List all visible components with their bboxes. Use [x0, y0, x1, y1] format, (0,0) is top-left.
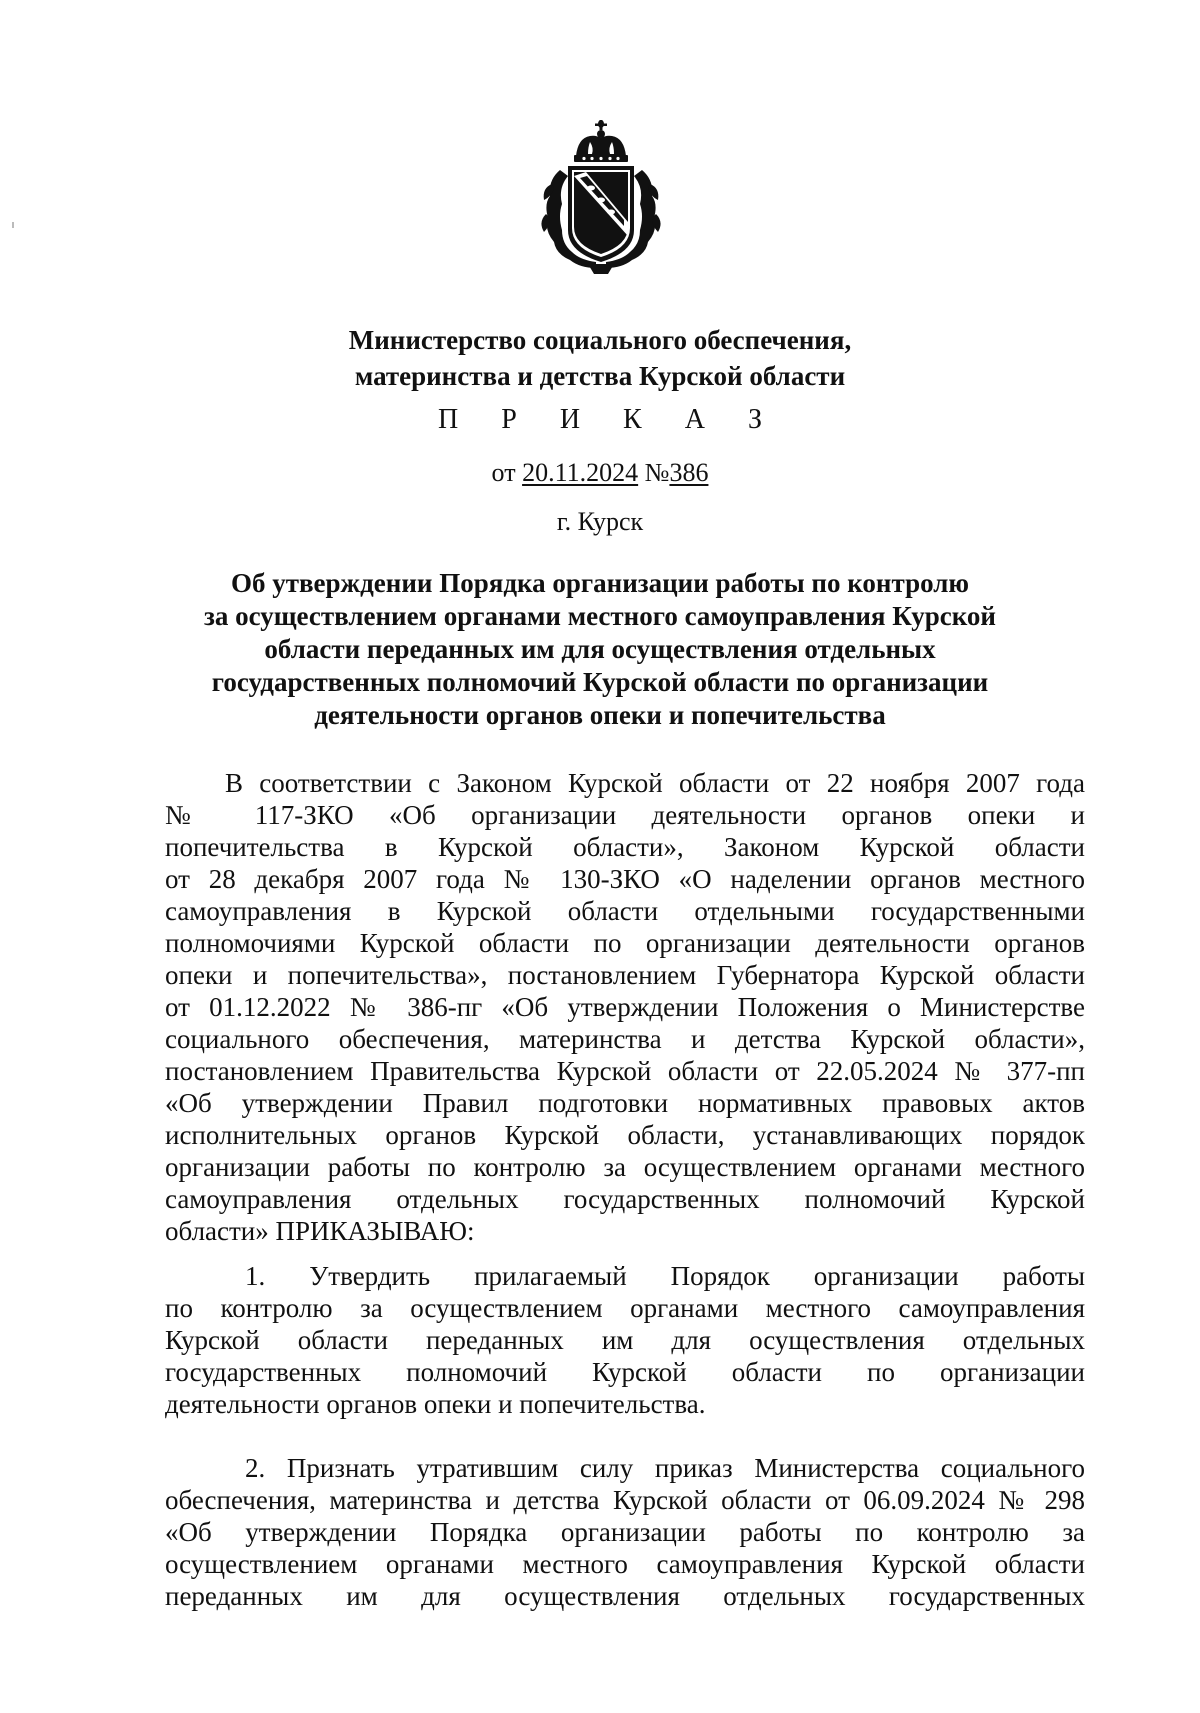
- text-line: опеки и попечительства», постановлением Губернатора Курской области: [165, 960, 1085, 990]
- title-line: за осуществлением органами местного самоуправления Курской: [204, 601, 996, 631]
- title-line: области переданных им для осуществления отдельных: [264, 634, 936, 664]
- order-date: 20.11.2024: [522, 458, 639, 487]
- text-line: обеспечения, материнства и детства Курской области от 06.09.2024 № 298: [165, 1485, 1085, 1515]
- number-sign: №: [644, 458, 670, 487]
- text-line: самоуправления в Курской области отдельными государственными: [165, 896, 1085, 926]
- text-line: полномочиями Курской области по организации деятельности органов: [165, 928, 1085, 958]
- text-line: деятельности органов опеки и попечительства.: [165, 1389, 706, 1419]
- text-line: «Об утверждении Порядка организации работы по контролю за: [165, 1517, 1085, 1547]
- order-item-1: [165, 1260, 1085, 1420]
- scan-margin-mark: [12, 222, 14, 228]
- text-line: исполнительных органов Курской области, устанавливающих порядок: [165, 1120, 1085, 1150]
- text-line: Курской области переданных им для осуществления отдельных: [165, 1325, 1085, 1355]
- city: г. Курск: [556, 507, 644, 536]
- text-line: постановлением Правительства Курской области от 22.05.2024 № 377-пп: [165, 1056, 1085, 1086]
- order-number: 386: [669, 458, 709, 487]
- title-line: деятельности органов опеки и попечительства: [314, 700, 886, 730]
- ministry-name-line1: Министерство социального обеспечения,: [348, 325, 852, 355]
- text-line: «Об утверждении Правил подготовки нормативных правовых актов: [165, 1088, 1085, 1118]
- preamble-paragraph: [165, 767, 1085, 1247]
- text-line: от 28 декабря 2007 года № 130-ЗКО «О наделении органов местного: [165, 864, 1085, 894]
- order-title: [0, 567, 1200, 732]
- order-date-number: [0, 458, 1200, 488]
- text-line: № 117-ЗКО «Об организации деятельности органов опеки и: [165, 800, 1085, 830]
- text-line: 1. Утвердить прилагаемый Порядок организации работы: [245, 1261, 1085, 1291]
- date-prefix: от: [491, 458, 516, 487]
- title-line: государственных полномочий Курской области по организации: [211, 667, 989, 697]
- text-line: переданных им для осуществления отдельных государственных: [165, 1581, 1085, 1611]
- text-line: В соответствии с Законом Курской области от 22 ноября 2007 года: [225, 768, 1085, 798]
- text-line: осуществлением органами местного самоуправления Курской области: [165, 1549, 1085, 1579]
- text-line: попечительства в Курской области», Законом Курской области: [165, 832, 1085, 862]
- text-line: организации работы по контролю за осуществлением органами местного: [165, 1152, 1085, 1182]
- text-line: от 01.12.2022 № 386-пг «Об утверждении Положения о Министерстве: [165, 992, 1085, 1022]
- text-line: области» ПРИКАЗЫВАЮ:: [165, 1216, 475, 1246]
- order-item-2: [165, 1452, 1085, 1612]
- ministry-name-line2: материнства и детства Курской области: [354, 361, 846, 391]
- text-line: самоуправления отдельных государственных полномочий Курской: [165, 1184, 1085, 1214]
- ministry-name: [0, 322, 1200, 394]
- text-line: социального обеспечения, материнства и детства Курской области»,: [165, 1024, 1085, 1054]
- title-line: Об утверждении Порядка организации работы по контролю: [230, 568, 970, 598]
- kursk-coat-of-arms-icon: [540, 118, 662, 274]
- text-line: 2. Признать утратившим силу приказ Министерства социального: [245, 1453, 1085, 1483]
- document-type: П Р И К А З: [438, 404, 780, 435]
- text-line: государственных полномочий Курской области по организации: [165, 1357, 1085, 1387]
- text-line: по контролю за осуществлением органами местного самоуправления: [165, 1293, 1085, 1323]
